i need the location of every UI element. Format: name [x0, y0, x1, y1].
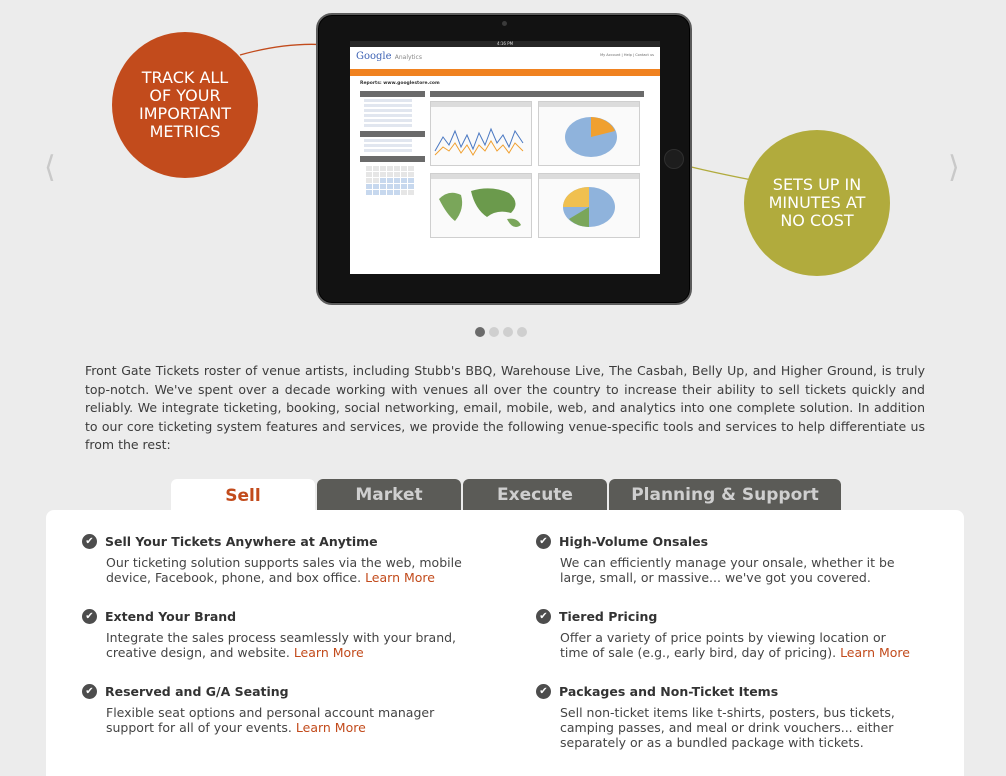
feature-tabs	[171, 479, 841, 511]
feature-item-sell-anywhere	[82, 534, 462, 585]
feature-item-seating	[82, 684, 462, 735]
ga-report-title: Reports: www.googlestore.com	[360, 81, 440, 86]
tab-sell[interactable]: Sell	[171, 479, 315, 512]
feature-title: High-Volume Onsales	[559, 534, 709, 549]
ga-map-panel	[430, 173, 532, 238]
feature-title: Sell Your Tickets Anywhere at Anytime	[105, 534, 378, 549]
feature-description: Sell non-ticket items like t-shirts, posters, bus tickets, camping passes, and meal or drink vouchers... either separately or as a bundled package with tickets.	[560, 705, 895, 750]
learn-more-link[interactable]: Learn More	[365, 570, 435, 585]
ga-source-pie-panel	[538, 173, 640, 238]
next-slide-arrow-icon[interactable]: ⟩	[948, 150, 960, 185]
learn-more-link[interactable]: Learn More	[840, 645, 910, 660]
prev-slide-arrow-icon[interactable]: ⟨	[44, 150, 56, 185]
callout-setup-no-cost	[744, 130, 890, 276]
tablet-image	[316, 13, 692, 305]
slide-dot-1[interactable]	[475, 327, 485, 337]
slide-dot-4[interactable]	[517, 327, 527, 337]
tab-planning-support[interactable]: Planning & Support	[609, 479, 841, 511]
check-circle-icon: ✔	[536, 609, 551, 624]
analytics-screenshot	[350, 41, 660, 274]
slide-pagination	[475, 327, 527, 337]
slide-dot-3[interactable]	[503, 327, 513, 337]
tablet-status-bar: 4:16 PM	[350, 41, 660, 47]
feature-description: Our ticketing solution supports sales via the web, mobile device, Facebook, phone, and box office. Learn More	[106, 555, 462, 585]
feature-item-extend-brand	[82, 609, 462, 660]
feature-title: Extend Your Brand	[105, 609, 237, 624]
check-circle-icon: ✔	[536, 534, 551, 549]
feature-slider	[0, 0, 1006, 345]
ga-calendar	[366, 166, 425, 195]
tab-market[interactable]: Market	[317, 479, 461, 511]
feature-title: Reserved and G/A Seating	[105, 684, 289, 699]
tablet-home-button	[664, 149, 684, 169]
google-analytics-logo	[356, 51, 422, 62]
ga-orange-bar	[350, 69, 660, 76]
feature-item-tiered-pricing	[536, 609, 916, 660]
feature-description: Integrate the sales process seamlessly with your brand, creative design, and website. Learn More	[106, 630, 457, 660]
ga-pie-chart-panel	[538, 101, 640, 166]
tablet-camera	[502, 21, 507, 26]
sell-tab-panel	[46, 510, 964, 776]
check-circle-icon: ✔	[82, 684, 97, 699]
feature-title: Packages and Non-Ticket Items	[559, 684, 779, 699]
intro-paragraph: Front Gate Tickets roster of venue artists, including Stubb's BBQ, Warehouse Live, The Casbah, Belly Up, and Higher Ground, is truly top-notch. We've spent over a decade working with venues all over the country to increase their ability to sell tickets quickly and reliably. We integrate ticketing, booking, social networking, email, mobile, web, and analytics into one complete solution. In addition to our core ticketing system features and services, we provide the following venue-specific tools and services to help differentiate us from the rest:	[85, 363, 925, 452]
feature-description: Offer a variety of price points by viewing location or time of sale (e.g., early bird, day of pricing). Learn More	[560, 630, 910, 660]
feature-item-packages	[536, 684, 916, 750]
analytics-logo-text: Analytics	[394, 54, 422, 61]
callout-setup-no-cost-text: SETS UP IN MINUTES AT NO COST	[768, 175, 866, 230]
learn-more-link[interactable]: Learn More	[293, 645, 364, 660]
feature-description: Flexible seat options and personal account manager support for all of your events. Learn More	[106, 705, 435, 735]
learn-more-link[interactable]: Learn More	[295, 720, 366, 735]
feature-description: We can efficiently manage your onsale, whether it be large, small, or massive... we've got you covered.	[560, 555, 895, 585]
callout-track-metrics	[112, 32, 258, 178]
tab-execute[interactable]: Execute	[463, 479, 607, 511]
callout-track-metrics-text: TRACK ALL OF YOUR IMPORTANT METRICS	[139, 68, 231, 141]
ga-line-chart-panel	[430, 101, 532, 166]
check-circle-icon: ✔	[82, 609, 97, 624]
google-logo-text: Google	[356, 51, 392, 62]
slide-dot-2[interactable]	[489, 327, 499, 337]
feature-item-high-volume	[536, 534, 916, 585]
check-circle-icon: ✔	[536, 684, 551, 699]
feature-title: Tiered Pricing	[559, 609, 658, 624]
ga-top-links: My Account | Help | Contact us	[600, 53, 654, 57]
ga-sidebar	[360, 91, 425, 261]
ga-dashboard	[430, 91, 644, 261]
check-circle-icon: ✔	[82, 534, 97, 549]
